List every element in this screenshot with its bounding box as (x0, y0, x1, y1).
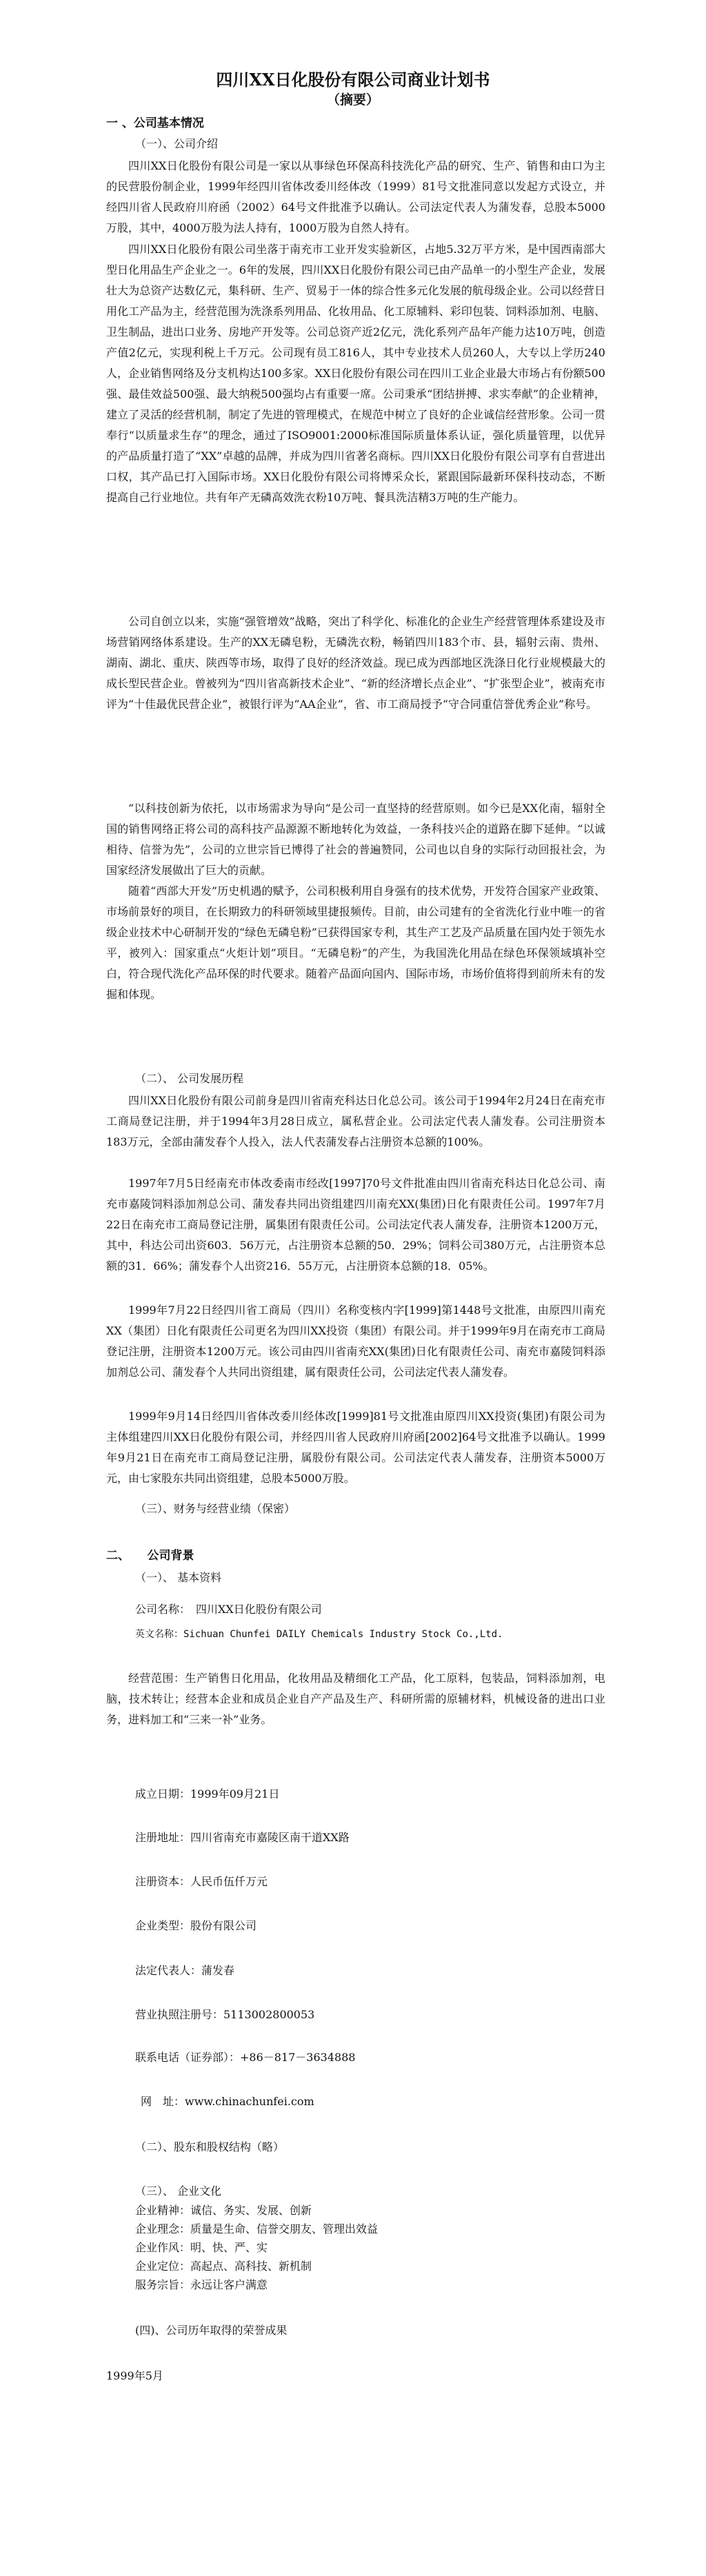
culture-style: 企业作风：明、快、严、实 (135, 2241, 268, 2254)
culture-list (135, 2201, 378, 2294)
registered-address: 注册地址：四川省南充市嘉陵区南干道XX路 (135, 1831, 350, 1844)
company-name-en: 英文名称：Sichuan Chunfei DAILY Chemicals Industry Stock Co.,Ltd. (135, 1629, 503, 1640)
subsection-history: （二）、 公司发展历程 (135, 1072, 244, 1085)
culture-philosophy: 企业理念：质量是生命、信誉交朋友、管理出效益 (135, 2222, 379, 2235)
section-2-heading: 二、 公司背景 (106, 1549, 194, 1563)
culture-spirit: 企业精神：诚信、务实、发展、创新 (135, 2204, 312, 2217)
paragraph-intro-5: 随着“西部大开发”历史机遇的赋予，公司积极利用自身强有的技术优势，开发符合国家产业政策、市场前景好的项目，在长期致力的科研领域里捷报频传。目前，由公司建有的全省洗化行业中唯一的省级企业技术中心研制开发的“绿色无磷皂粉”已获得国家专利，其生产工艺及产品质量在国内处于领先水平，被列入：国家重点“火炬计划”项目。“无磷皂粉”的产生，为我国洗化用品在绿色环保领域填补空白，符合现代洗化产品环保的时代要求。随着产品面向国内、国际市场，市场价值将得到前所未有的发掘和体现。 (106, 884, 605, 1001)
document-subtitle: （摘要） (326, 92, 379, 108)
founded-date: 成立日期：1999年09月21日 (135, 1787, 280, 1801)
registered-capital: 注册资本：人民币伍仟万元 (135, 1875, 268, 1888)
business-scope: 经营范围：生产销售日化用品，化妆用品及精细化工产品，化工原料，包装品，饲料添加剂，电脑，技术转让；经营本企业和成员企业自产产品及生产、科研所需的原辅材料，机械设备的进出口业务，进料加工和“三来一补”业务。 (106, 1672, 605, 1726)
section-1-heading: 一 、公司基本情况 (106, 116, 204, 130)
paragraph-intro-1: 四川XX日化股份有限公司是一家以从事绿色环保高科技洗化产品的研究、生产、销售和由口为主的民营股份制企业，1999年经四川省体改委川经体改（1999）81号文批准同意以发起方式设立，并经四川省人民政府川府函（2002）64号文件批准予以确认。公司法定代表人为蒲发春，总股本5000万股，其中，4000万股为法人持有，1000万股为自然人持有。 (106, 159, 605, 234)
paragraph-history-1: 四川XX日化股份有限公司前身是四川省南充科达日化总公司。该公司于1994年2月24日在南充市工商局登记注册，并于1994年3月28日成立，属私营企业。公司法定代表人蒲发春。公司注册资本183万元，全部由蒲发春个人投入，法人代表蒲发春占注册资本总额的100%。 (106, 1094, 605, 1148)
company-type: 企业类型：股份有限公司 (135, 1919, 257, 1932)
subsection-honors: (四)、公司历年取得的荣誉成果 (135, 2324, 288, 2337)
subsection-culture: （三）、 企业文化 (135, 2184, 222, 2198)
website: 网 址：www.chinachunfei.com (141, 2095, 314, 2108)
contact-phone: 联系电话（证券部）：+86－817－3634888 (135, 2051, 356, 2064)
paragraph-intro-3: 公司自创立以来，实施“强管增效”战略，突出了科学化、标准化的企业生产经营管理体系建设及市场营销网络体系建设。生产的XX无磷皂粉，无磷洗衣粉，畅销四川183个市、县，辐射云南、贵州、湖南、湖北、重庆、陕西等市场，取得了良好的经济效益。现已成为西部地区洗涤日化行业规模最大的成长型民营企业。曾被列为“四川省高新技术企业”、“新的经济增长点企业”、“扩张型企业”，被南充市评为“十佳最优民营企业”，被银行评为“AA企业”，省、市工商局授予“守合同重信誉优秀企业”称号。 (106, 615, 605, 711)
license-number: 营业执照注册号：5113002800053 (135, 2008, 315, 2021)
subsection-company-intro: （一）、公司介绍 (135, 137, 219, 150)
culture-positioning: 企业定位：高起点、高科技、新机制 (135, 2260, 312, 2273)
subsection-finance: （三）、财务与经营业绩（保密） (135, 1502, 296, 1515)
subsection-basic-info: （一）、 基本资料 (135, 1571, 222, 1584)
company-name-cn: 公司名称： 四川XX日化股份有限公司 (135, 1603, 322, 1616)
legal-representative: 法定代表人：蒲发春 (135, 1964, 235, 1977)
paragraph-intro-2: 四川XX日化股份有限公司坐落于南充市工业开发实验新区，占地5.32万平方米，是中国西南部大型日化用品生产企业之一。6年的发展，四川XX日化股份有限公司已由产品单一的小型生产企业，发展壮大为总资产达数亿元，集科研、生产、贸易于一体的综合性多元化发展的航母级企业。公司以经营日用化工产品为主，经营范围为洗涤系列用品、化妆用品、化工原辅料、彩印包装、饲料添加剂、电脑、卫生制品，进出口业务、房地产开发等。公司总资产近2亿元，洗化系列产品年产能力达10万吨，创造产值2亿元，实现利税上千万元。公司现有员工816人，其中专业技术人员260人，大专以上学历240人，企业销售网络及分支机构达100多家。XX日化股份有限公司在四川工业企业最大市场占有份额500强、最佳效益500强、最大纳税500强均占有重要一席。公司秉承“团结拼搏、求实奉献”的企业精神，建立了灵活的经营机制，制定了先进的管理模式，在规范中树立了良好的企业诚信经营形象。公司一贯奉行“以质量求生存”的理念，通过了ISO9001:2000标准国际质量体系认证，强化质量管理，以优异的产品质量打造了“XX”卓越的品牌，并成为四川省著名商标。四川XX日化股份有限公司享有自营进出口权，其产品已打入国际市场。XX日化股份有限公司将博采众长，紧跟国际最新环保科技动态，不断提高自己行业地位。共有年产无磷高效洗衣粉10万吨、餐具洗洁精3万吨的生产能力。 (106, 243, 605, 504)
document-date: 1999年5月 (106, 2369, 163, 2382)
paragraph-history-3: 1999年7月22日经四川省工商局（四川）名称变核内字[1999]第1448号文批准，由原四川南充XX（集团）日化有限责任公司更名为四川XX投资（集团）有限公司。并于1999年9月在南充市工商局登记注册，注册资本1200万元。该公司由四川省南充XX(集团)日化有限责任公司、南充市嘉陵饲料添加剂总公司、蒲发春个人共同出资组建，属有限责任公司，公司法定代表人蒲发春。 (106, 1304, 605, 1379)
subsection-shareholders: （二）、股东和股权结构（略） (135, 2140, 285, 2153)
document-title: 四川XX日化股份有限公司商业计划书 (216, 70, 490, 90)
paragraph-intro-4: “以科技创新为依托，以市场需求为导向”是公司一直坚持的经营原则。如今已是XX化南，辐射全国的销售网络正将公司的高科技产品源源不断地转化为效益，一条科技兴企的道路在脚下延伸。“以诚相待、信誉为先”，公司的立世宗旨已博得了社会的普遍赞同，公司也以自身的实际行动回报社会，为国家经济发展做出了巨大的贡献。 (106, 802, 605, 877)
paragraph-history-2: 1997年7月5日经南充市体改委南市经改[1997]70号文件批准由四川省南充科达日化总公司、南充市嘉陵饲料添加剂总公司、蒲发春共同出资组建四川南充XX(集团)日化有限责任公司。1997年7月22日在南充市工商局登记注册，属集团有限责任公司。公司法定代表人蒲发春，注册资本1200万元，其中，科达公司出资603．56万元，占注册资本总额的50．29%；饲料公司380万元，占注册资本总额的31．66%；蒲发春个人出资216．55万元，占注册资本总额的18．05%。 (106, 1177, 605, 1272)
paragraph-history-4: 1999年9月14日经四川省体改委川经体改[1999]81号文批准由原四川XX投资(集团)有限公司为主体组建四川XX日化股份有限公司，并经四川省人民政府川府函[2002]64号文批准予以确认。1999年9月21日在南充市工商局登记注册，属股份有限公司。公司法定代表人蒲发春，注册资本5000万元，由七家股东共同出资组建，总股本5000万股。 (106, 1410, 605, 1485)
culture-service: 服务宗旨：永远让客户满意 (135, 2278, 268, 2291)
